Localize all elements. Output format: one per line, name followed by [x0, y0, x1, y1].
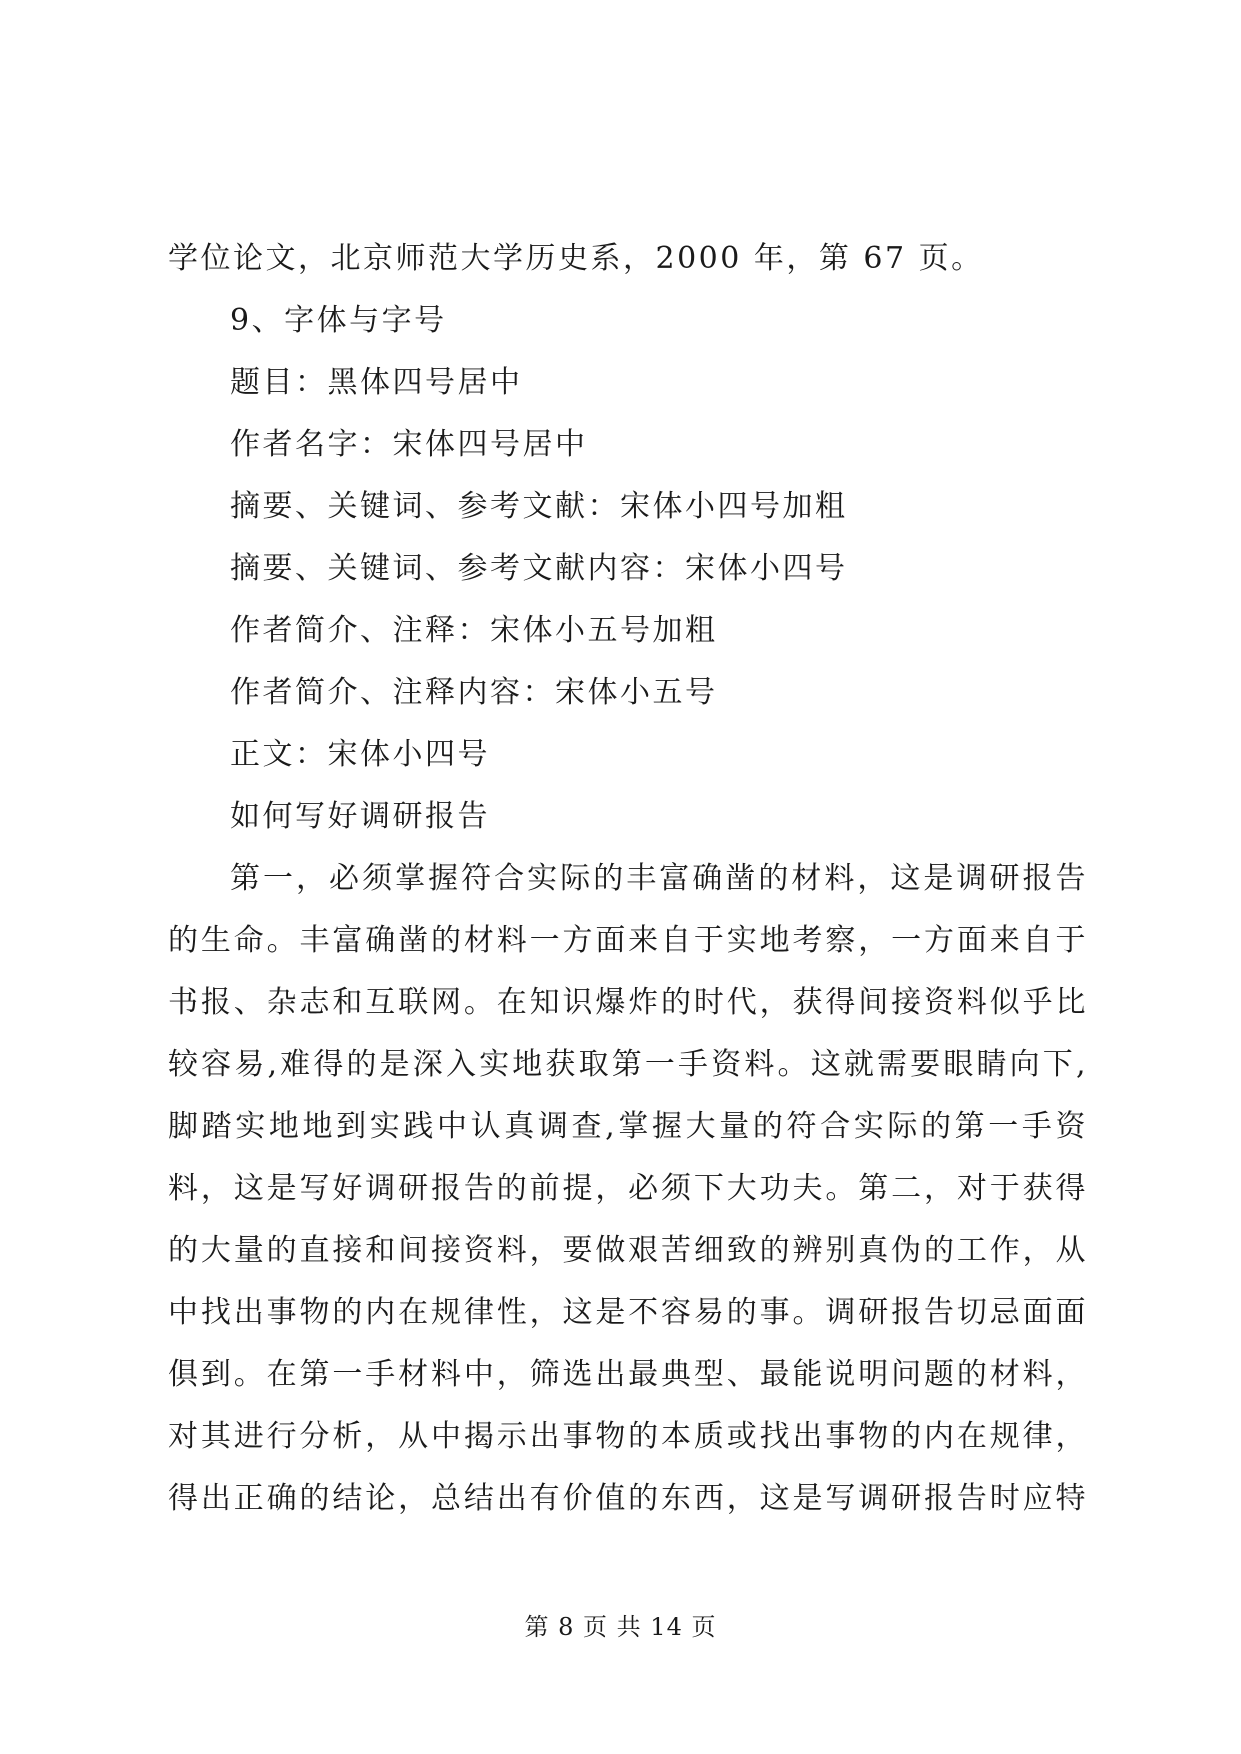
text-line: 作者简介、注释：宋体小五号加粗 — [230, 613, 718, 648]
text-line: 作者名字：宋体四号居中 — [230, 427, 588, 462]
text-line: 9、字体与字号 — [230, 303, 447, 338]
text-line: 的生命。丰富确凿的材料一方面来自于实地考察，一方面来自于 — [168, 923, 1088, 958]
text-line: 对其进行分析，从中揭示出事物的本质或找出事物的内在规律， — [168, 1419, 1088, 1454]
text-line: 如何写好调研报告 — [230, 799, 490, 834]
text-line: 作者简介、注释内容：宋体小五号 — [230, 675, 718, 710]
text-line: 第一，必须掌握符合实际的丰富确凿的材料，这是调研报告 — [230, 861, 1088, 896]
text-line: 学位论文，北京师范大学历史系，2000 年，第 67 页。 — [168, 241, 984, 276]
text-line: 脚踏实地地到实践中认真调查,掌握大量的符合实际的第一手资 — [168, 1109, 1088, 1144]
text-line: 正文：宋体小四号 — [230, 737, 490, 772]
text-line: 书报、杂志和互联网。在知识爆炸的时代，获得间接资料似乎比 — [168, 985, 1088, 1020]
document-body — [168, 228, 1088, 1530]
text-line: 中找出事物的内在规律性，这是不容易的事。调研报告切忌面面 — [168, 1295, 1088, 1330]
page-footer: 第 8 页 共 14 页 — [524, 1613, 717, 1641]
text-line: 较容易,难得的是深入实地获取第一手资料。这就需要眼睛向下, — [168, 1047, 1088, 1082]
text-line: 摘要、关键词、参考文献：宋体小四号加粗 — [230, 489, 848, 524]
text-line: 料，这是写好调研报告的前提，必须下大功夫。第二，对于获得 — [168, 1171, 1088, 1206]
text-line: 题目：黑体四号居中 — [230, 365, 523, 400]
text-line: 摘要、关键词、参考文献内容：宋体小四号 — [230, 551, 848, 586]
text-line: 得出正确的结论，总结出有价值的东西，这是写调研报告时应特 — [168, 1481, 1088, 1516]
text-line: 俱到。在第一手材料中，筛选出最典型、最能说明问题的材料， — [168, 1357, 1088, 1392]
text-line: 的大量的直接和间接资料，要做艰苦细致的辨别真伪的工作，从 — [168, 1233, 1088, 1268]
